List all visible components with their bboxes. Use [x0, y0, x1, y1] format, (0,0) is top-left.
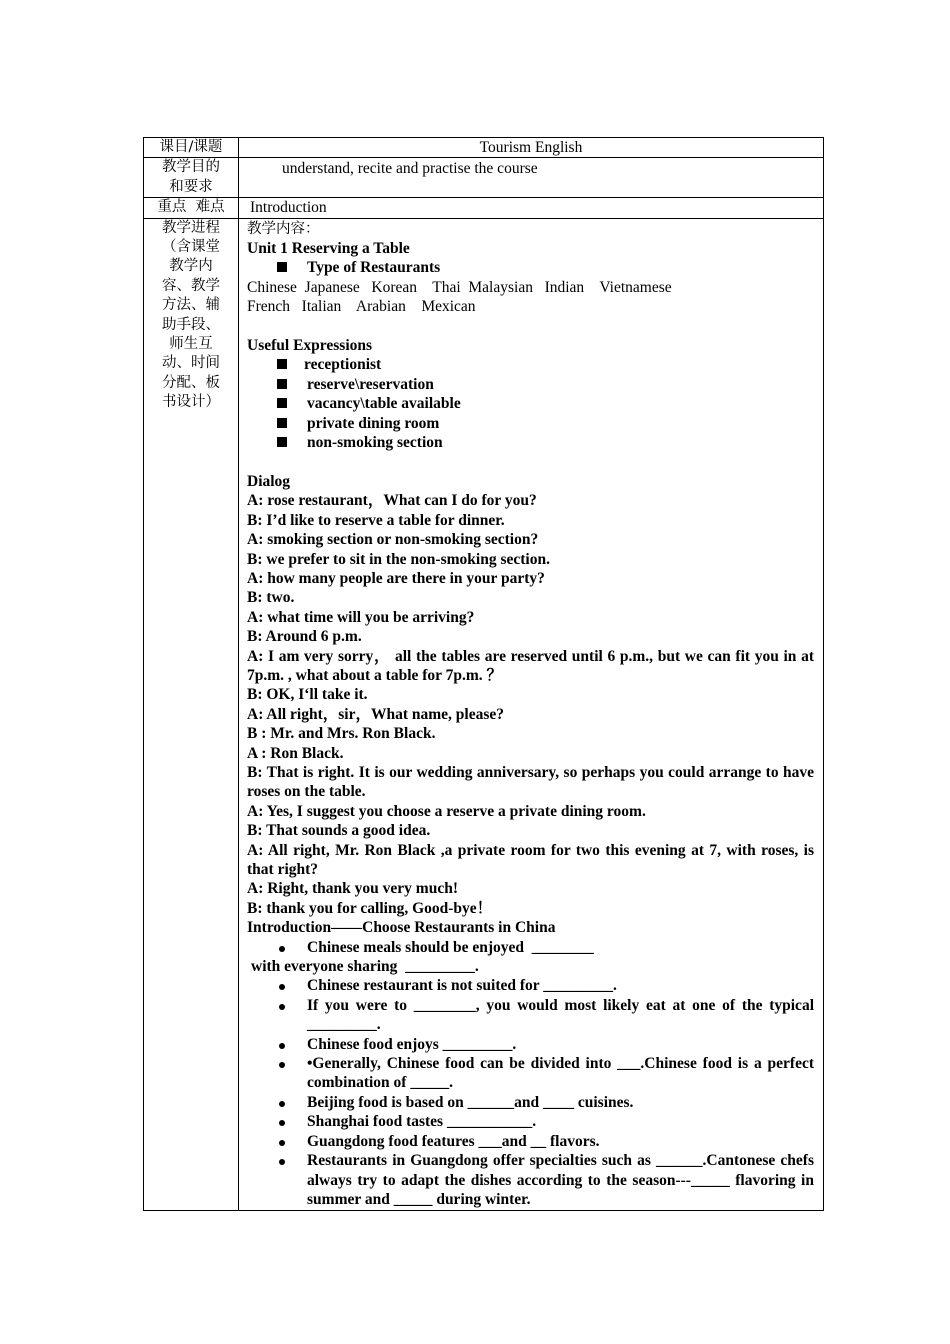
process-label-cell	[144, 218, 239, 1211]
square-bullet-icon	[277, 418, 287, 428]
intro-item: Restaurants in Guangdong offer specialties such as ______.Cantonese chefs always try to adapt the dishes according to the season---_____ flavoring in summer and _____ during winter.	[247, 1151, 814, 1209]
process-label-line: 容、教学	[162, 277, 220, 294]
dot-bullet-icon	[279, 1004, 285, 1010]
intro-item: Chinese food enjoys _________.	[247, 1035, 814, 1054]
dialog-line: B: That sounds a good idea.	[247, 822, 431, 840]
dialog-line: B: we prefer to sit in the non-smoking section.	[247, 550, 550, 568]
dialog-line: A: All right，sir，What name, please?	[247, 705, 505, 723]
intro-item: Beijing food is based on ______and ____ cuisines.	[247, 1093, 814, 1112]
intro-item: Guangdong food features ___and __ flavors.	[247, 1132, 814, 1151]
dialog-line: A: I am very sorry， all the tables are reserved until 6 p.m., but we can fit you in at 7p.m. , what about a table for 7p.m. ？	[247, 647, 814, 684]
useful-expressions-heading: Useful Expressions	[247, 337, 373, 355]
process-label-line: （含课堂	[162, 239, 220, 256]
process-label-line: 分配、板	[162, 374, 220, 391]
key-value-cell	[239, 198, 824, 218]
intro-item-continuation: with everyone sharing _________.	[251, 958, 479, 976]
dialog-line: B: Around 6 p.m.	[247, 628, 362, 646]
square-bullet-icon	[277, 437, 287, 447]
lesson-content	[239, 219, 823, 1211]
dialog-heading: Dialog	[247, 472, 291, 490]
useful-item: vacancy\table available	[247, 394, 814, 413]
unit-title: Unit 1 Reserving a Table	[247, 240, 410, 258]
key-label-cell	[144, 198, 239, 218]
dot-bullet-icon	[279, 1043, 285, 1049]
dot-bullet-icon	[279, 1101, 285, 1107]
types-heading: Type of Restaurants	[307, 259, 441, 277]
restaurant-types-line1: Chinese Japanese Korean Thai Malaysian Indian Vietnamese	[247, 278, 672, 296]
process-label-line: 书设计）	[162, 394, 220, 411]
types-heading-item	[247, 258, 814, 277]
dot-bullet-icon	[279, 946, 285, 952]
dialog-line: B: OK, I‘ll take it.	[247, 686, 368, 704]
content-cell	[239, 218, 824, 1211]
dot-bullet-icon	[279, 1062, 285, 1068]
square-bullet-icon	[277, 398, 287, 408]
goal-label-line1: 教学目的	[162, 159, 220, 176]
intro-item: Shanghai food tastes ___________.	[247, 1112, 814, 1131]
goal-row	[144, 158, 824, 198]
dialog-line: A: Right, thank you very much!	[247, 880, 458, 898]
process-label-line: 师生互	[169, 336, 213, 353]
dialog-line: B: That is right. It is our wedding anniversary, so perhaps you could arrange to have roses on the table.	[247, 763, 814, 801]
restaurant-types-line2: French Italian Arabian Mexican	[247, 298, 476, 316]
dialog-line: A : Ron Black.	[247, 744, 344, 762]
useful-item: receptionist	[247, 355, 814, 374]
intro-item: Chinese meals should be enjoyed ________	[247, 938, 814, 957]
dialog-line: A: All right, Mr. Ron Black ,a private room for two this evening at 7, with roses, is that right?	[247, 841, 814, 878]
dialog-line: B : Mr. and Mrs. Ron Black.	[247, 725, 436, 743]
dialog-line: A: smoking section or non-smoking section?	[247, 531, 539, 549]
process-label-line: 方法、辅	[162, 297, 220, 314]
goal-label-cell	[144, 158, 239, 198]
dot-bullet-icon	[279, 984, 285, 990]
introduction-heading: Introduction——Choose Restaurants in China	[247, 919, 556, 937]
dot-bullet-icon	[279, 1140, 285, 1146]
process-row	[144, 218, 824, 1211]
dialog-line: A: what time will you be arriving?	[247, 608, 475, 626]
lesson-plan-table	[143, 137, 824, 1211]
dialog-line: A: Yes, I suggest you choose a reserve a private dining room.	[247, 802, 646, 820]
dot-bullet-icon	[279, 1159, 285, 1165]
key-value: Introduction	[250, 199, 327, 217]
dialog-line: A: rose restaurant，What can I do for you?	[247, 492, 537, 510]
intro-item: •Generally, Chinese food can be divided into ___.Chinese food is a perfect combination of _____.	[247, 1054, 814, 1093]
process-label-line: 教学进程	[162, 219, 220, 236]
goal-value: understand, recite and practise the course	[282, 160, 538, 178]
square-bullet-icon	[277, 262, 287, 272]
dialog-line: B: thank you for calling, Good-bye！	[247, 899, 493, 917]
dialog-line: A: how many people are there in your party?	[247, 569, 545, 587]
dot-bullet-icon	[279, 1120, 285, 1126]
process-label-line: 教学内	[169, 258, 213, 275]
key-row	[144, 198, 824, 218]
process-label-line: 动、时间	[162, 355, 220, 372]
intro-item: Chinese restaurant is not suited for _________.	[247, 976, 814, 995]
useful-item: reserve\reservation	[247, 375, 814, 394]
course-label-cell	[144, 138, 239, 158]
course-row	[144, 138, 824, 158]
dialog-line: B: I’d like to reserve a table for dinner.	[247, 511, 505, 529]
goal-value-cell	[239, 158, 824, 198]
useful-item: non-smoking section	[247, 433, 814, 452]
key-label: 重点 难点	[157, 199, 225, 216]
course-value: Tourism English	[239, 138, 824, 158]
useful-item: private dining room	[247, 414, 814, 433]
dialog-line: B: two.	[247, 589, 295, 607]
intro-item: If you were to ________, you would most likely eat at one of the typical _________.	[247, 996, 814, 1035]
square-bullet-icon	[277, 359, 287, 369]
square-bullet-icon	[277, 379, 287, 389]
course-label: 课目/课题	[159, 139, 223, 155]
goal-label-line2: 和要求	[169, 178, 213, 195]
content-heading: 教学内容：	[247, 220, 320, 237]
process-label-line: 助手段、	[162, 316, 220, 333]
